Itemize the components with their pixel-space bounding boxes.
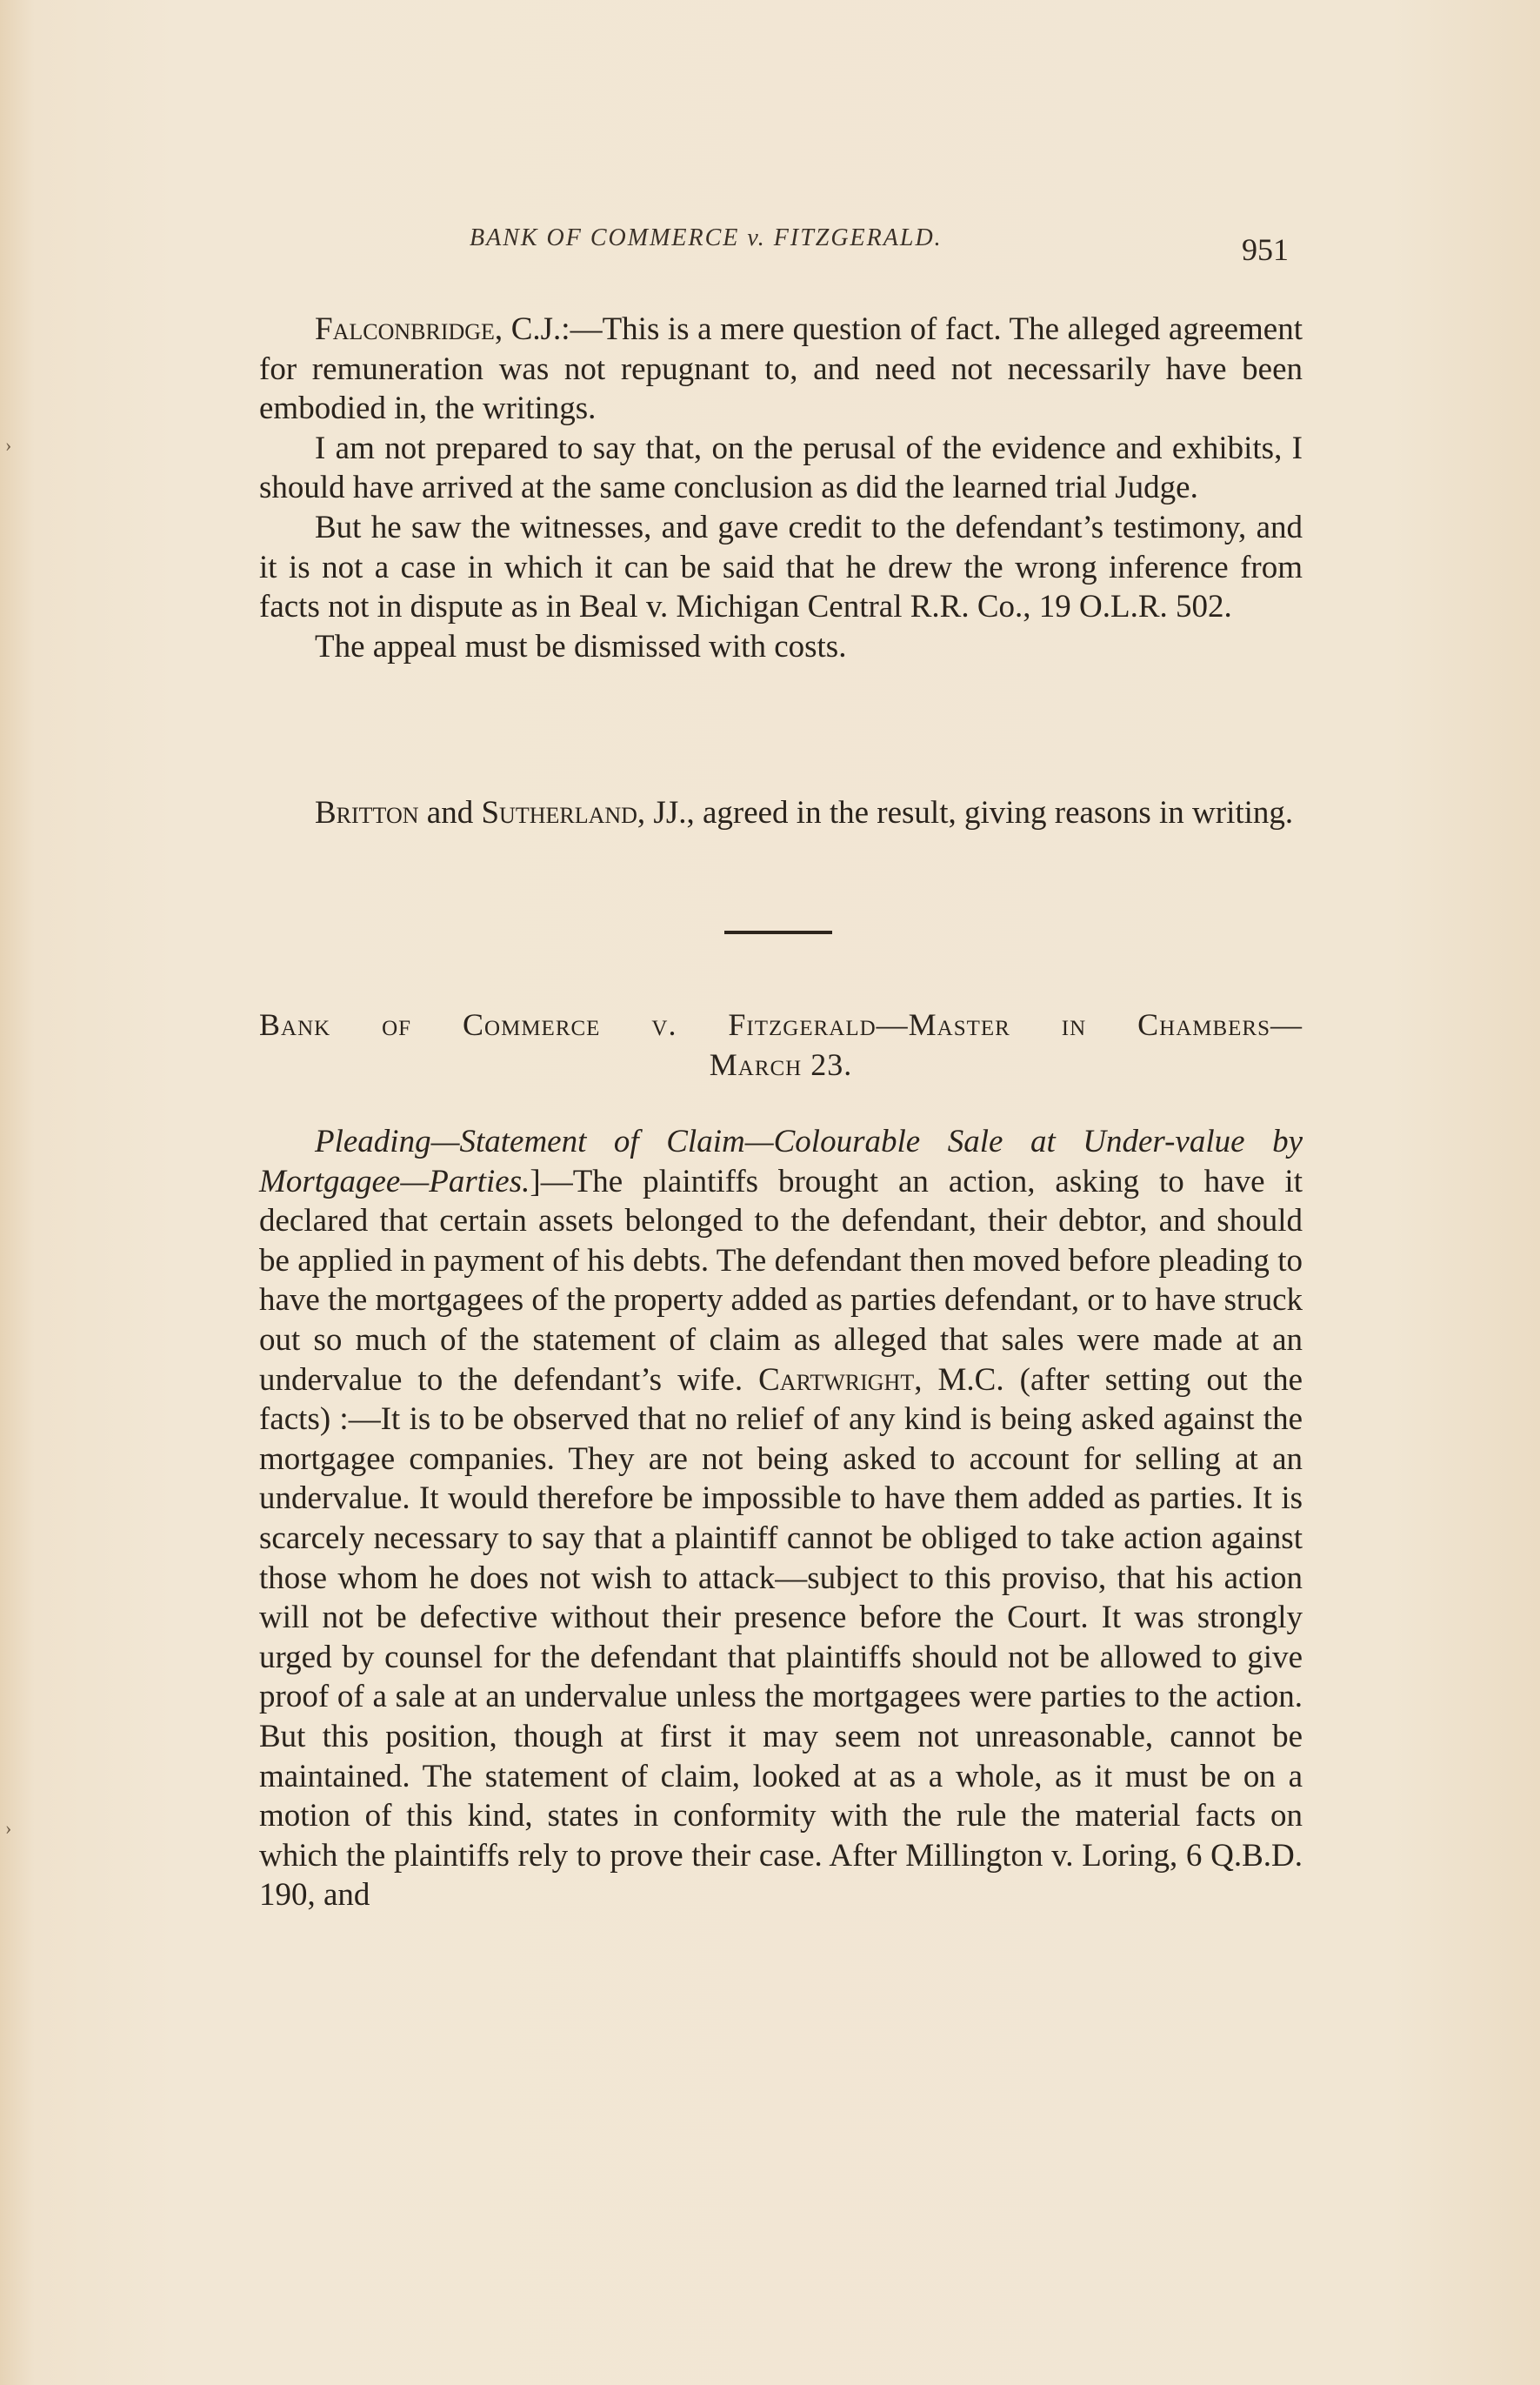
case-heading-line: Bank of Commerce v. Fitzgerald—Master in Chambers— — [259, 1007, 1303, 1042]
paragraph-text: , M.C. (after setting out the facts) :—It is to be observed that no relief of any kind is being asked against the mortgagee companies. They are not being asked to account for selling at an undervalue. It would therefore be impossible to have them added as parties. It is scarcely necessary to say that a plaintiff cannot be obliged to take action against those whom he does not wish to attack—subject to this proviso, that his action will not be defective without their presence before the Court. It was strongly urged by counsel for the defendant that plaintiffs should not be allowed to give proof of a sale at an undervalue unless the mortgagees were parties to the action. But this position, though at first it may seem not unreasonable, cannot be maintained. The statement of claim, looked at as a whole, as it must be on a motion of this kind, states in conformity with the rule the material facts on which the plaintiffs rely to prove their case. After Millington v. Loring, 6 Q.B.D. 190, and — [259, 1361, 1303, 1914]
section-divider — [724, 931, 832, 934]
paragraph-text: , C.J.:—This is a mere question of fact. The alleged agreement for remuneration was not repugnant to, and need not necessarily have been embodied in, the writings. — [259, 311, 1303, 427]
paragraph-text: , JJ., agreed in the result, giving reasons in writing. — [637, 795, 1294, 831]
headnote-catchwords: Pleading—Statement of Claim—Colourable Sale at Under-value by Mortgagee—Parties. — [259, 1124, 1303, 1199]
margin-mark: › — [5, 434, 12, 456]
opinion-britton-sutherland — [259, 793, 1303, 833]
case-heading-date: March 23. — [709, 1047, 853, 1082]
judge-name: Sutherland — [481, 795, 637, 831]
judge-name: Britton — [315, 795, 419, 831]
paragraph — [259, 793, 1303, 833]
paragraph: I am not prepared to say that, on the perusal of the evidence and exhibits, I should have arrived at the same conclusion as did the learned trial Judge. — [259, 430, 1303, 506]
headnote — [259, 1122, 1303, 1915]
running-head: BANK OF COMMERCE v. FITZGERALD. — [470, 224, 943, 251]
opinion-falconbridge — [259, 310, 1303, 666]
paragraph: But he saw the witnesses, and gave credit to the defendant’s testimony, and it is not a case in which it can be said that he drew the wrong inference from facts not in dispute as in Beal v. Michigan Central R.R. Co., 19 O.L.R. 502. — [259, 509, 1303, 625]
paragraph — [259, 310, 1303, 429]
margin-mark: › — [5, 1817, 12, 1839]
page-number: 951 — [1242, 232, 1289, 267]
paragraph: The appeal must be dismissed with costs. — [315, 628, 847, 665]
judge-name: Falconbridge — [315, 311, 495, 347]
master-name: Cartwright — [758, 1361, 915, 1398]
paragraph-text: ]—The plaintiffs brought an action, asking to have it declared that certain assets belonged to the defendant, their debtor, and should be applied in payment of his debts. The defendant then moved before pleading to have the mortgagees of the property added as parties defendant, or to have struck out so much of the statement of claim as alleged that sales were made at an undervalue to the defendant’s wife. — [259, 1163, 1303, 1398]
case-heading — [259, 1005, 1303, 1085]
conjunction: and — [418, 795, 482, 831]
paragraph — [259, 1122, 1303, 1915]
